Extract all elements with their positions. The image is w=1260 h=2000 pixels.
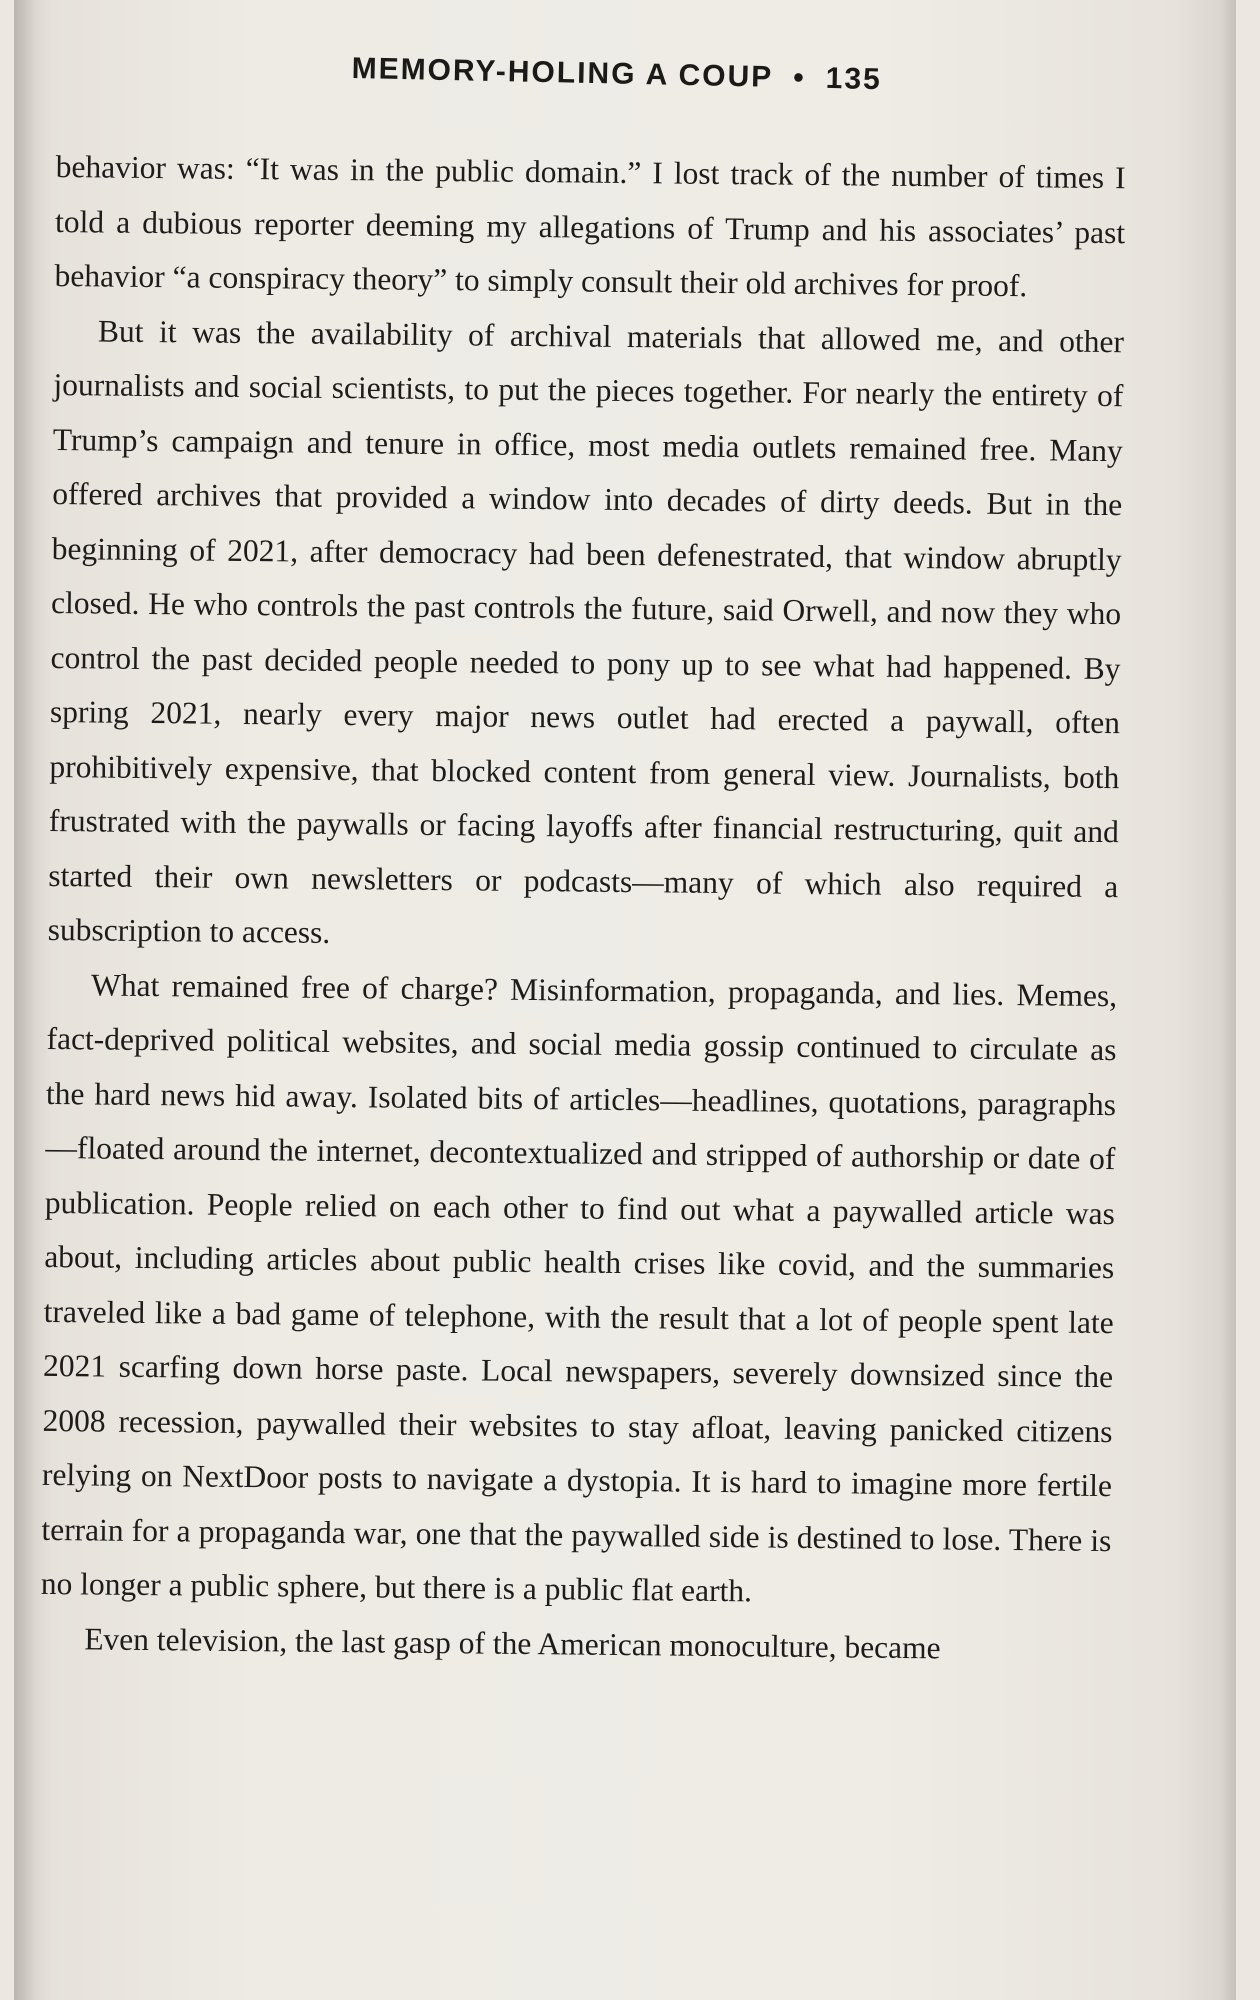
book-page xyxy=(14,0,1236,2000)
body-text xyxy=(40,140,1126,1677)
paragraph-television: Even television, the last gasp of the American monoculture, became xyxy=(84,1620,941,1665)
page-number: 135 xyxy=(825,61,883,97)
header-separator: • xyxy=(792,61,807,95)
paragraph-free-of-charge: What remained free of charge? Misinformation, propaganda, and lies. Memes, fact-deprived political websites, and social media gossip continued to circulate as the hard news hid away. Isolated bits of articles—headlines, quotations, paragraphs—floated around the internet, decontextualized and stripped of authorship or date of publication. People relied on each other to find out what a paywalled article was about, including articles about public health crises like covid, and the summaries traveled like a bad game of telephone, with the result that a lot of people spent late 2021 scarfing down horse paste. Local newspapers, severely downsized since the 2008 recession, paywalled their websites to stay afloat, leaving panicked citizens relying on NextDoor posts to navigate a dystopia. It is hard to imagine more fertile terrain for a propaganda war, one that the paywalled side is destined to lose. There is no longer a public sphere, but there is a public flat earth. xyxy=(40,966,1118,1609)
running-header xyxy=(351,52,882,97)
paragraph-continued: behavior was: “It was in the public domain.” I lost track of the number of times I told a dubious reporter deeming my allegations of Trump and his associates’ past behavior “a conspiracy theory” to simply consult their old archives for proof. xyxy=(54,148,1126,304)
page-edge xyxy=(1218,0,1236,2000)
paragraph-archival-materials: But it was the availability of archival materials that allowed me, and other journalists and social scientists, to put the pieces together. For nearly the entirety of Trump’s campaign and tenure in office, most media outlets remained free. Many offered archives that provided a window into decades of dirty deeds. But in the beginning of 2021, after democracy had been defenestrated, that window abruptly closed. He who controls the past controls the future, said Orwell, and now they who control the past decided people needed to pony up to see what had happened. By spring 2021, nearly every major news outlet had erected a paywall, often prohibitively expensive, that blocked content from general view. Journalists, both frustrated with the paywalls or facing layoffs after financial restructuring, quit and started their own newsletters or podcasts—many of which also required a subscription to access. xyxy=(47,312,1125,950)
running-title: MEMORY-HOLING A COUP xyxy=(351,52,774,94)
page-spine-shadow xyxy=(14,0,36,2000)
